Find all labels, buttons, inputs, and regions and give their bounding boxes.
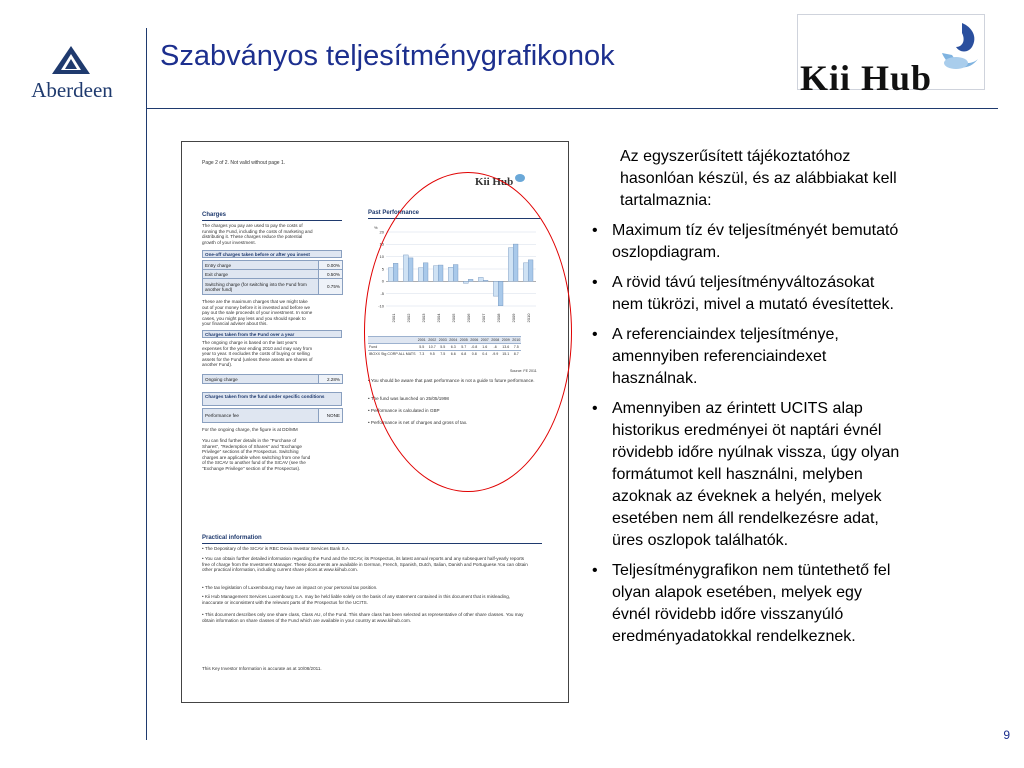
- table-row: Entry charge 0.00%: [203, 261, 343, 270]
- x-tick-label: 2010: [526, 313, 532, 323]
- slide-title: Szabványos teljesítménygrafikonok: [160, 40, 615, 72]
- year-charges-heading: Charges taken from the Fund over a year: [202, 330, 342, 338]
- x-tick-label: 2004: [436, 313, 442, 323]
- past-performance-heading: Past Performance: [368, 210, 420, 216]
- doc-logo: Kii Hub: [475, 176, 514, 188]
- practical-item-4: • Kii Hub Management Services Luxembourg S.A. may be held liable solely on the basis of any statement contained in this document that is misleading, inaccurate or inconsistent with the relevant parts of the Prospectus for the UCITS.: [202, 594, 511, 605]
- practical-item-3: • The tax legislation of Luxembourg may have an impact on your personal tax position.: [202, 585, 378, 590]
- charges-intro: The charges you pay are used to pay the costs of running the Fund, including the costs of marketing and distributing it. These charges reduce the potential growth of your investment.: [202, 223, 313, 245]
- vertical-divider: [146, 28, 147, 740]
- doc-page-note: Page 2 of 2. Not valid without page 1.: [202, 160, 286, 166]
- x-tick-label: 2008: [496, 313, 502, 323]
- practical-info-heading: Practical information: [202, 535, 262, 541]
- practical-info-rule: [202, 543, 542, 544]
- oneoff-charges-table: [202, 260, 343, 295]
- charges-rule: [202, 220, 342, 221]
- y-axis-label: %: [374, 225, 378, 230]
- page-number: 9: [1003, 728, 1010, 742]
- requirements-text: [590, 146, 990, 656]
- header-divider: [146, 108, 998, 109]
- aberdeen-wordmark: Aberdeen: [31, 78, 113, 102]
- highlight-ellipse: [364, 172, 572, 492]
- perf-note-1: • You should be aware that past performance is not a guide to future performance.: [368, 378, 535, 383]
- y-tick-label: 5: [381, 266, 384, 272]
- y-tick-label: 0: [381, 278, 384, 284]
- max-charges-note: These are the maximum charges that we might take out of your money before it is invested and before we pay out the sale proceeds of your investment. In some cases, you might pay less and you should speak to your financial adviser about this.: [202, 299, 313, 327]
- x-tick-label: 2003: [421, 313, 427, 323]
- kii-hub-logo: [797, 14, 985, 98]
- list-item: • Maximum tíz év teljesítményét bemutató oszlopdiagram.: [592, 222, 899, 261]
- year-charges-note: The ongoing charge is based on the last year's expenses for the year ending 2010 and may vary from year to year. It excludes the costs of buying or selling assets for the Fund (unless these assets are shares of another Fund).: [202, 340, 313, 368]
- performance-fee-table: [202, 408, 343, 423]
- y-tick-label: -10: [378, 303, 384, 309]
- ongoing-charge-table: [202, 374, 343, 384]
- perf-note-4: • Performance is net of charges and gross of tax.: [368, 420, 468, 425]
- x-tick-label: 2007: [481, 313, 487, 323]
- practical-item-2: • You can obtain further detailed information regarding the Fund and the SICAV, its Prospectus, its latest annual reports and any subsequent half-yearly reports free of charge from the Investment Manager. These documents are available in German, French, Spanish, Dutch, Italian, Danish and Portuguese.You can obtain other practical information, including current share prices at www.kiihub.com.: [202, 556, 528, 573]
- requirements-list: [590, 220, 990, 648]
- table-row: Performance fee NONE: [203, 409, 343, 423]
- y-tick-label: -5: [380, 291, 384, 297]
- oneoff-charges-heading: One-off charges taken before or after you invest: [202, 250, 342, 258]
- charges-heading: Charges: [202, 212, 227, 218]
- list-item: • Amennyiben az érintett UCITS alap historikus eredményei öt naptári évnél rövidebb időre nyúlnak vissza, úgy olyan formátumot kell használni, melyben azoknak az éveknek a helyén, melyek esetében nem áll rendelkezésre adat, üres oszlopok találhatók.: [592, 400, 900, 549]
- chart-source: Source: FE 2011: [510, 369, 537, 373]
- y-tick-label: 15: [379, 241, 384, 247]
- x-tick-label: 2006: [466, 313, 472, 323]
- table-row: Fund 5.5 10.7 5.5 6.3 5.7 -0.8 1.6 -6 13.6 7.5: [368, 344, 521, 351]
- kii-hub-swirl-icon: [932, 19, 982, 77]
- practical-item-5: • This document describes only one share class, Class AU, of the Fund. This share class has been selected as representative of other share classes. You may obtain information on share classes of the Fund which are available in your country at www.kiihub.com.: [202, 612, 524, 623]
- list-item: • A referenciaindex teljesítménye, amennyiben referenciaindexet használnak.: [592, 326, 839, 387]
- x-tick-label: 2001: [391, 313, 397, 323]
- practical-item-1: • The Depositary of the SICAV is RBC Dexia Investor Services Bank S.A.: [202, 546, 351, 551]
- x-tick-label: 2009: [511, 313, 517, 323]
- x-tick-label: 2002: [406, 313, 412, 323]
- table-row: Switching charge (for switching into the Fund from another fund) 0.75%: [203, 279, 343, 295]
- aberdeen-logo: [22, 44, 122, 104]
- table-row: Exit charge 0.50%: [203, 270, 343, 279]
- y-tick-label: 20: [379, 229, 384, 235]
- aberdeen-triangle-icon: [48, 44, 94, 76]
- y-tick-label: 10: [379, 254, 384, 260]
- special-charges-heading: Charges taken from the fund under specific conditions: [202, 392, 342, 406]
- x-tick-label: 2005: [451, 313, 457, 323]
- intro-paragraph: Az egyszerűsített tájékoztatóhoz hasonlóan készül, és az alábbiakat kell tartalmaznia:: [620, 148, 897, 209]
- table-row: Ongoing charge 2.28%: [203, 375, 343, 384]
- kii-hub-wordmark: Kii Hub: [800, 58, 933, 98]
- list-item: • A rövid távú teljesítményváltozásokat nem tükrözi, mivel a mutató évesítettek.: [592, 274, 894, 313]
- table-row: IBOXX Stg CORP ALL MATS 7.3 9.5 7.5 6.6 6.8 0.8 0.4 -9.9 15.1 8.7: [368, 351, 521, 358]
- perf-note-2: • The fund was launched on 25/05/1998: [368, 396, 449, 401]
- doc-logo-swirl-icon: [515, 174, 525, 182]
- table-row: 2001 2002 2003 2004 2005 2006 2007 2008 2009 2010: [368, 337, 521, 344]
- list-item: • Teljesítménygrafikon nem tüntethető fel olyan alapok esetében, melyek egy évnél rövidebb időre visszanyúló eredményadatokkal rendelkeznek.: [592, 562, 891, 645]
- perf-note-3: • Performance is calculated in GBP: [368, 408, 440, 413]
- doc-footer-note: This Key Investor Information is accurate as at 10/08/2011.: [202, 666, 322, 671]
- perf-fee-note: For the ongoing charge, the figure is at DD/MM: [202, 427, 298, 432]
- more-info-note: You can find further details in the "Purchase of Shares", "Redemption of Shares" and "Exchange Privilege" sections of the Prospectus. Switching charges are applicable when switching from one fund of the SICAV to another fund of the SICAV (see the "Exchange Privilege" section of the Prospectus).: [202, 438, 311, 471]
